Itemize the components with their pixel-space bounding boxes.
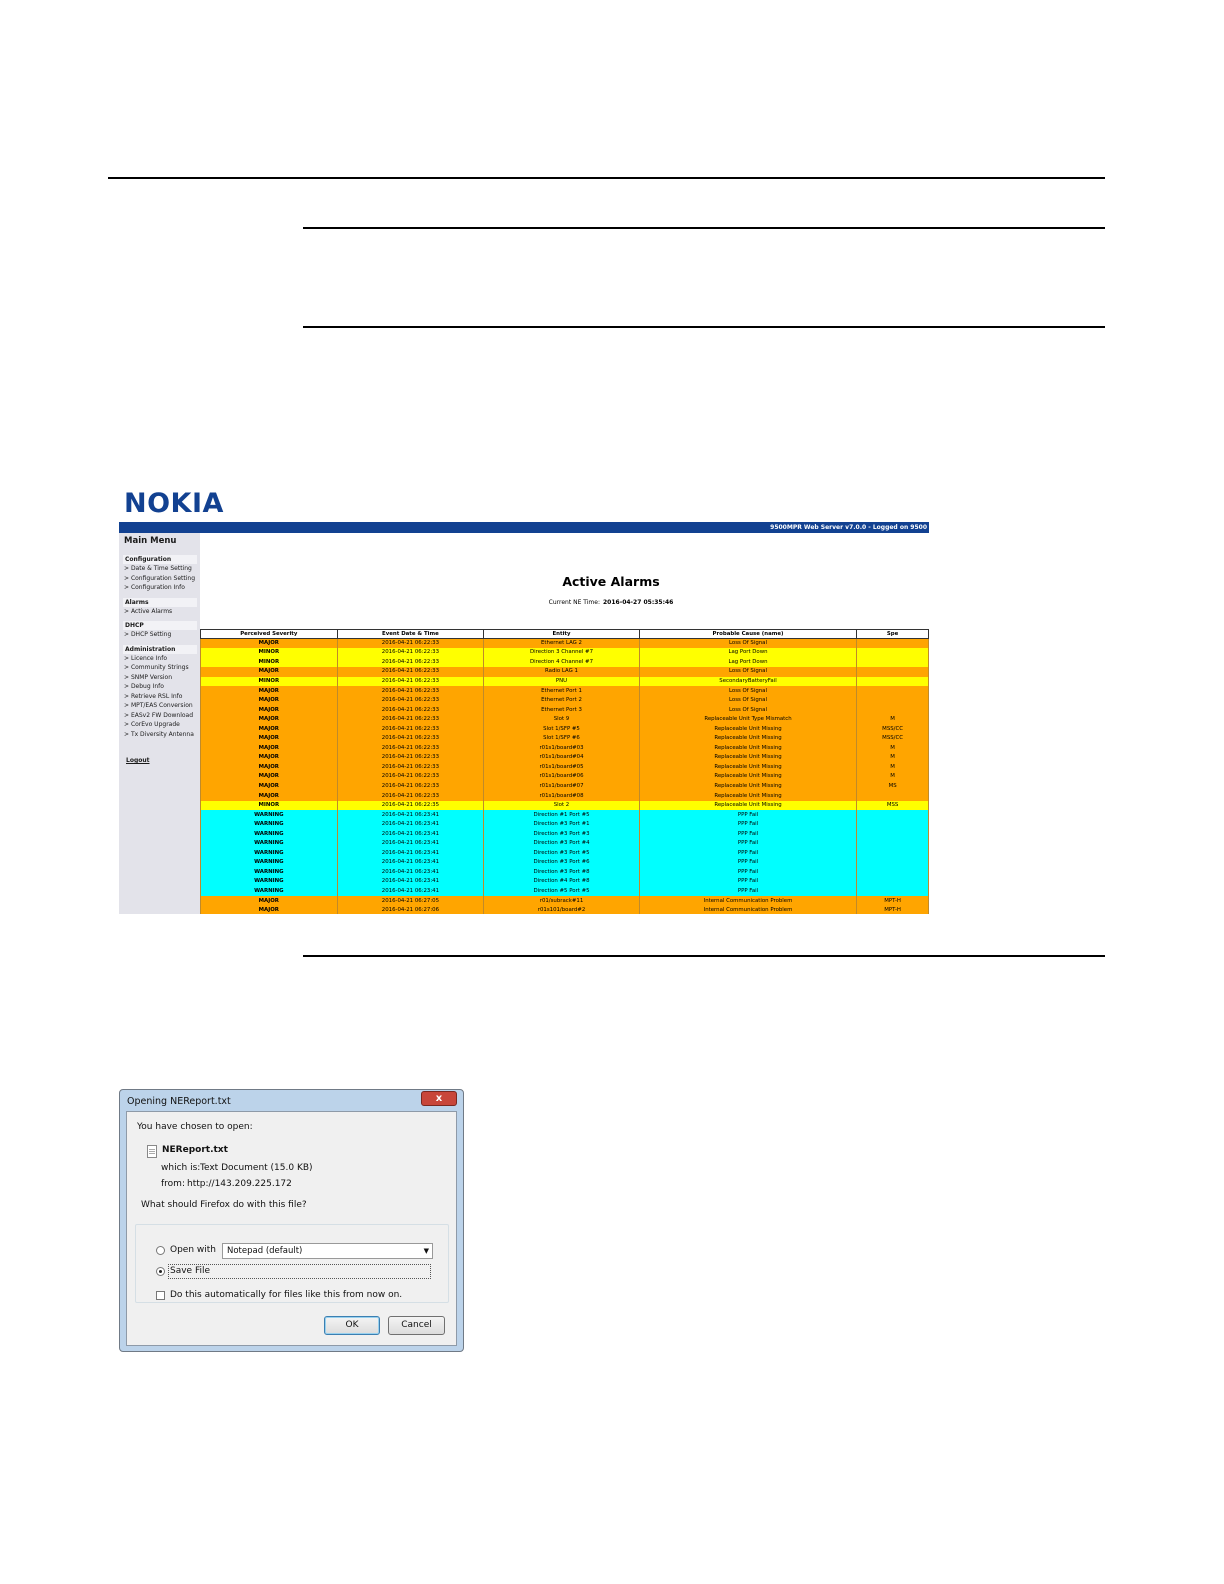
- alarm-cell: MAJOR: [201, 696, 338, 706]
- dialog-title: Opening NEReport.txt: [127, 1096, 231, 1107]
- page-top-rule: [108, 177, 1105, 179]
- alarm-cell: Internal Communication Problem: [639, 906, 856, 914]
- alarm-cell: 2016-04-21 06:22:33: [337, 763, 484, 773]
- alarm-cell: MINOR: [201, 658, 338, 668]
- alarm-cell: Direction #3 Port #4: [484, 839, 640, 849]
- alarm-cell: 2016-04-21 06:27:06: [337, 906, 484, 914]
- alarm-row: [201, 906, 929, 914]
- alarm-cell: Ethernet Port 3: [484, 705, 640, 715]
- alarm-cell: PPP Fail: [639, 858, 856, 868]
- alarm-cell: Replaceable Unit Missing: [639, 734, 856, 744]
- alarm-cell: [857, 667, 929, 677]
- save-file-radio[interactable]: [156, 1267, 165, 1276]
- alarm-cell: WARNING: [201, 868, 338, 878]
- cancel-button[interactable]: Cancel: [388, 1316, 445, 1335]
- alarm-cell: Direction #5 Port #5: [484, 887, 640, 897]
- menu-item-label: DHCP Setting: [130, 631, 172, 638]
- menu-item[interactable]: [119, 720, 200, 730]
- alarm-cell: MAJOR: [201, 724, 338, 734]
- alarm-cell: MAJOR: [201, 763, 338, 773]
- filename: NEReport.txt: [162, 1145, 228, 1155]
- alarm-cell: [857, 648, 929, 658]
- alarm-cell: Direction 4 Channel #7: [484, 658, 640, 668]
- alarm-row: [201, 639, 929, 649]
- alarm-cell: Direction #4 Port #8: [484, 877, 640, 887]
- alarm-row: [201, 763, 929, 773]
- alarm-cell: [857, 858, 929, 868]
- alarm-cell: Slot 1/SFP #5: [484, 724, 640, 734]
- alarm-cell: MAJOR: [201, 744, 338, 754]
- alarm-cell: Loss Of Signal: [639, 686, 856, 696]
- alarm-cell: 2016-04-21 06:23:41: [337, 810, 484, 820]
- alarm-cell: MAJOR: [201, 791, 338, 801]
- question-text: What should Firefox do with this file?: [141, 1200, 307, 1210]
- alarm-cell: Replaceable Unit Missing: [639, 763, 856, 773]
- menu-item[interactable]: [119, 711, 200, 721]
- alarm-cell: WARNING: [201, 829, 338, 839]
- alarm-cell: 2016-04-21 06:23:41: [337, 849, 484, 859]
- alarm-cell: Replaceable Unit Missing: [639, 782, 856, 792]
- alarm-cell: [857, 686, 929, 696]
- alarm-cell: Loss Of Signal: [639, 705, 856, 715]
- alarm-cell: 2016-04-21 06:22:33: [337, 705, 484, 715]
- alarm-cell: MAJOR: [201, 639, 338, 649]
- alarm-cell: M: [857, 772, 929, 782]
- alarm-cell: Replaceable Unit Missing: [639, 724, 856, 734]
- alarm-cell: Slot 2: [484, 801, 640, 811]
- alarm-cell: MAJOR: [201, 772, 338, 782]
- alarm-row: [201, 782, 929, 792]
- chevron-right-icon: >: [124, 711, 131, 719]
- menu-item-label: Tx Diversity Antenna: [130, 730, 194, 738]
- alarm-row: [201, 810, 929, 820]
- menu-section-title: Alarms: [123, 598, 197, 607]
- alarm-cell: 2016-04-21 06:22:33: [337, 744, 484, 754]
- chevron-right-icon: >: [124, 692, 131, 700]
- alarm-cell: [857, 658, 929, 668]
- alarm-cell: [857, 791, 929, 801]
- alarm-cell: MAJOR: [201, 906, 338, 914]
- alarm-row: [201, 686, 929, 696]
- alarm-cell: Direction 3 Channel #7: [484, 648, 640, 658]
- alarm-row: [201, 753, 929, 763]
- alarm-cell: Direction #3 Port #6: [484, 858, 640, 868]
- alarm-cell: r01s101/board#2: [484, 906, 640, 914]
- alarm-cell: Ethernet LAG 2: [484, 639, 640, 649]
- menu-item-label: Configuration Info: [130, 584, 185, 591]
- ne-time: [200, 599, 929, 606]
- file-icon: [147, 1145, 157, 1158]
- alarm-cell: MAJOR: [201, 753, 338, 763]
- menu-item[interactable]: [119, 701, 200, 711]
- alarm-cell: 2016-04-21 06:23:41: [337, 887, 484, 897]
- alarm-cell: MPT-H: [857, 906, 929, 914]
- menu-section-title: DHCP: [123, 621, 197, 630]
- alarm-cell: r01s1/board#03: [484, 744, 640, 754]
- alarm-cell: 2016-04-21 06:23:41: [337, 858, 484, 868]
- alarm-cell: Replaceable Unit Missing: [639, 801, 856, 811]
- alarm-cell: Direction #3 Port #5: [484, 849, 640, 859]
- alarm-cell: MPT-H: [857, 896, 929, 906]
- alarm-row: [201, 658, 929, 668]
- alarm-cell: PPP Fail: [639, 829, 856, 839]
- menu-item[interactable]: [119, 730, 200, 740]
- alarm-cell: WARNING: [201, 820, 338, 830]
- alarm-cell: 2016-04-21 06:22:33: [337, 791, 484, 801]
- alarm-cell: 2016-04-21 06:27:05: [337, 896, 484, 906]
- menu-item-label: Licence Info: [130, 654, 167, 662]
- column-header[interactable]: Perceived Severity: [201, 630, 338, 639]
- alarm-cell: Replaceable Unit Missing: [639, 772, 856, 782]
- column-header[interactable]: Spe: [857, 630, 929, 639]
- alarm-cell: PPP Fail: [639, 868, 856, 878]
- chevron-right-icon: >: [124, 607, 131, 615]
- content-area: [200, 533, 929, 914]
- menu-item-label: Debug Info: [130, 683, 164, 690]
- alarm-cell: [857, 677, 929, 687]
- alarm-row: [201, 744, 929, 754]
- alarm-cell: M: [857, 744, 929, 754]
- alarm-row: [201, 868, 929, 878]
- alarm-cell: MAJOR: [201, 734, 338, 744]
- alarm-row: [201, 696, 929, 706]
- web-server-screenshot: [119, 486, 929, 914]
- alarm-cell: r01s1/board#07: [484, 782, 640, 792]
- alarm-row: [201, 839, 929, 849]
- alarm-cell: 2016-04-21 06:22:33: [337, 696, 484, 706]
- alarm-cell: [857, 839, 929, 849]
- column-header[interactable]: Entity: [484, 630, 640, 639]
- alarm-row: [201, 887, 929, 897]
- from-value: http://143.209.225.172: [187, 1179, 292, 1189]
- alarm-cell: [857, 829, 929, 839]
- menu-item-label: Configuration Setting: [130, 574, 196, 582]
- menu-item-label: MPT/EAS Conversion: [130, 702, 193, 709]
- alarm-cell: [857, 868, 929, 878]
- alarm-cell: Replaceable Unit Type Mismatch: [639, 715, 856, 725]
- alarm-cell: M: [857, 715, 929, 725]
- alarm-row: [201, 724, 929, 734]
- page-title: Active Alarms: [562, 574, 660, 589]
- download-dialog: [119, 1089, 464, 1352]
- chevron-right-icon: >: [124, 631, 131, 638]
- alarm-cell: 2016-04-21 06:23:41: [337, 877, 484, 887]
- alarm-cell: Slot 9: [484, 715, 640, 725]
- alarm-cell: Direction #3 Port #1: [484, 820, 640, 830]
- alarm-cell: MSS: [857, 801, 929, 811]
- alarm-cell: MINOR: [201, 801, 338, 811]
- alarm-cell: WARNING: [201, 839, 338, 849]
- alarm-cell: PPP Fail: [639, 849, 856, 859]
- alarm-cell: M: [857, 753, 929, 763]
- alarm-table: [200, 629, 929, 914]
- menu-item-label: Retrieve RSL Info: [130, 692, 183, 700]
- alarm-cell: 2016-04-21 06:22:33: [337, 667, 484, 677]
- menu-sections: [119, 555, 200, 739]
- alarm-cell: Replaceable Unit Missing: [639, 744, 856, 754]
- section-rule-1: [303, 227, 1105, 229]
- chevron-right-icon: >: [124, 721, 131, 728]
- menu-item-label: SNMP Version: [130, 673, 172, 681]
- logout-link[interactable]: Logout: [126, 757, 150, 764]
- alarm-cell: PPP Fail: [639, 839, 856, 849]
- menu-item[interactable]: [119, 564, 200, 574]
- ne-time-value: 2016-04-27 05:35:46: [603, 599, 674, 606]
- alarm-row: [201, 734, 929, 744]
- alarm-cell: 2016-04-21 06:22:33: [337, 772, 484, 782]
- alarm-cell: 2016-04-21 06:22:33: [337, 724, 484, 734]
- alarm-row: [201, 801, 929, 811]
- alarm-cell: 2016-04-21 06:23:41: [337, 820, 484, 830]
- alarm-row: [201, 772, 929, 782]
- chevron-right-icon: >: [124, 574, 131, 582]
- menu-section-title: Administration: [123, 645, 197, 654]
- which-is-value: Text Document (15.0 KB): [200, 1163, 313, 1173]
- chevron-right-icon: >: [124, 730, 131, 738]
- alarm-row: [201, 820, 929, 830]
- alarm-cell: WARNING: [201, 810, 338, 820]
- alarm-cell: [857, 820, 929, 830]
- section-rule-2: [303, 326, 1105, 328]
- alarm-cell: 2016-04-21 06:22:33: [337, 648, 484, 658]
- dialog-body: [126, 1111, 457, 1346]
- alarm-cell: 2016-04-21 06:23:41: [337, 839, 484, 849]
- alarm-cell: MSS/CC: [857, 734, 929, 744]
- alarm-cell: Ethernet Port 2: [484, 696, 640, 706]
- alarm-cell: MINOR: [201, 648, 338, 658]
- open-with-value: Notepad (default): [227, 1246, 303, 1256]
- alarm-cell: r01/subrack#11: [484, 896, 640, 906]
- alarm-cell: Direction #1 Port #5: [484, 810, 640, 820]
- alarm-cell: MAJOR: [201, 715, 338, 725]
- menu-item-label: CorEvo Upgrade: [130, 721, 180, 728]
- menu-item[interactable]: [119, 630, 200, 640]
- close-icon[interactable]: x: [421, 1091, 457, 1106]
- alarm-cell: MAJOR: [201, 782, 338, 792]
- menu-item-label: Date & Time Setting: [130, 565, 192, 572]
- alarm-cell: r01s1/board#04: [484, 753, 640, 763]
- alarm-cell: MAJOR: [201, 667, 338, 677]
- alarm-cell: 2016-04-21 06:22:33: [337, 715, 484, 725]
- alarm-cell: Loss Of Signal: [639, 696, 856, 706]
- alarm-row: [201, 858, 929, 868]
- alarm-cell: [857, 810, 929, 820]
- save-file-label[interactable]: Save File: [170, 1266, 211, 1276]
- alarm-cell: 2016-04-21 06:23:41: [337, 829, 484, 839]
- alarm-cell: PPP Fail: [639, 810, 856, 820]
- alarm-cell: WARNING: [201, 858, 338, 868]
- column-header[interactable]: Event Date & Time: [337, 630, 484, 639]
- main-menu-title: Main Menu: [124, 536, 177, 546]
- alarm-cell: 2016-04-21 06:22:33: [337, 677, 484, 687]
- menu-item-label: EASv2 FW Download: [130, 711, 194, 719]
- alarm-row: [201, 715, 929, 725]
- alarm-cell: 2016-04-21 06:22:35: [337, 801, 484, 811]
- alarm-cell: 2016-04-21 06:23:41: [337, 868, 484, 878]
- alarm-cell: M: [857, 763, 929, 773]
- from-label: from:: [161, 1179, 185, 1189]
- section-rule-3: [303, 955, 1105, 957]
- column-header[interactable]: Probable Cause (name): [639, 630, 856, 639]
- alarm-cell: [857, 877, 929, 887]
- alarm-cell: WARNING: [201, 849, 338, 859]
- alarm-cell: [857, 849, 929, 859]
- alarm-cell: MSS/CC: [857, 724, 929, 734]
- alarm-cell: PPP Fail: [639, 887, 856, 897]
- menu-item[interactable]: [119, 607, 200, 617]
- alarm-cell: Internal Communication Problem: [639, 896, 856, 906]
- alarm-cell: 2016-04-21 06:22:33: [337, 639, 484, 649]
- alarm-row: [201, 677, 929, 687]
- alarm-cell: Replaceable Unit Missing: [639, 791, 856, 801]
- alarm-cell: WARNING: [201, 887, 338, 897]
- alarm-cell: [857, 696, 929, 706]
- alarm-cell: 2016-04-21 06:22:33: [337, 658, 484, 668]
- alarm-cell: 2016-04-21 06:22:33: [337, 782, 484, 792]
- open-with-select[interactable]: [222, 1243, 433, 1259]
- alarm-cell: [857, 887, 929, 897]
- alarm-cell: PPP Fail: [639, 820, 856, 830]
- menu-item[interactable]: [119, 692, 200, 702]
- menu-item[interactable]: [119, 663, 200, 673]
- chevron-right-icon: >: [124, 673, 131, 681]
- alarm-cell: Loss Of Signal: [639, 667, 856, 677]
- alarm-cell: 2016-04-21 06:22:33: [337, 753, 484, 763]
- alarm-row: [201, 829, 929, 839]
- chevron-down-icon: ▼: [423, 1247, 429, 1255]
- auto-label[interactable]: Do this automatically for files like this from now on.: [170, 1290, 403, 1300]
- alarm-cell: Lag Port Down: [639, 648, 856, 658]
- alarm-cell: Lag Port Down: [639, 658, 856, 668]
- intro-text: You have chosen to open:: [137, 1122, 253, 1132]
- alarm-cell: MINOR: [201, 677, 338, 687]
- menu-item[interactable]: [119, 673, 200, 683]
- alarm-cell: PNU: [484, 677, 640, 687]
- menu-item[interactable]: [119, 574, 200, 584]
- chevron-right-icon: >: [124, 664, 131, 671]
- open-with-label[interactable]: Open with: [170, 1245, 216, 1255]
- menu-item[interactable]: [119, 583, 200, 593]
- alarm-cell: 2016-04-21 06:22:33: [337, 686, 484, 696]
- alarm-cell: Ethernet Port 1: [484, 686, 640, 696]
- menu-item-label: Active Alarms: [130, 607, 173, 615]
- which-is-label: which is:: [161, 1163, 201, 1173]
- alarm-table-header: [201, 630, 929, 639]
- chevron-right-icon: >: [124, 654, 131, 662]
- header-bar: 9500MPR Web Server v7.0.0 - Logged on 9500: [119, 522, 929, 533]
- alarm-cell: r01s1/board#08: [484, 791, 640, 801]
- menu-item[interactable]: [119, 682, 200, 692]
- main-menu: [119, 533, 200, 914]
- alarm-cell: WARNING: [201, 877, 338, 887]
- alarm-cell: [857, 639, 929, 649]
- ok-button[interactable]: OK: [324, 1316, 380, 1335]
- alarm-row: [201, 791, 929, 801]
- alarm-cell: PPP Fail: [639, 877, 856, 887]
- alarm-cell: MAJOR: [201, 705, 338, 715]
- menu-item-label: Community Strings: [130, 664, 189, 671]
- alarm-cell: r01s1/board#06: [484, 772, 640, 782]
- nokia-logo: NOKIA: [124, 488, 224, 519]
- ne-time-label: Current NE Time:: [548, 599, 600, 606]
- menu-item[interactable]: [119, 654, 200, 664]
- alarm-row: [201, 648, 929, 658]
- alarm-row: [201, 667, 929, 677]
- chevron-right-icon: >: [124, 702, 131, 709]
- auto-checkbox[interactable]: [156, 1291, 165, 1300]
- alarm-row: [201, 849, 929, 859]
- alarm-cell: 2016-04-21 06:22:33: [337, 734, 484, 744]
- alarm-cell: Replaceable Unit Missing: [639, 753, 856, 763]
- alarm-cell: MS: [857, 782, 929, 792]
- alarm-cell: Direction #3 Port #3: [484, 829, 640, 839]
- alarm-cell: Loss Of Signal: [639, 639, 856, 649]
- alarm-cell: [857, 705, 929, 715]
- open-with-radio[interactable]: [156, 1246, 165, 1255]
- alarm-row: [201, 896, 929, 906]
- alarm-cell: MAJOR: [201, 896, 338, 906]
- chevron-right-icon: >: [124, 565, 131, 572]
- alarm-cell: MAJOR: [201, 686, 338, 696]
- alarm-row: [201, 877, 929, 887]
- alarm-cell: SecondaryBatteryFail: [639, 677, 856, 687]
- alarm-cell: Slot 1/SFP #6: [484, 734, 640, 744]
- menu-section-title: Configuration: [123, 555, 197, 564]
- alarm-cell: Radio LAG 1: [484, 667, 640, 677]
- chevron-right-icon: >: [124, 683, 131, 690]
- chevron-right-icon: >: [124, 584, 131, 591]
- alarm-cell: Direction #3 Port #8: [484, 868, 640, 878]
- alarm-cell: r01s1/board#05: [484, 763, 640, 773]
- alarm-row: [201, 705, 929, 715]
